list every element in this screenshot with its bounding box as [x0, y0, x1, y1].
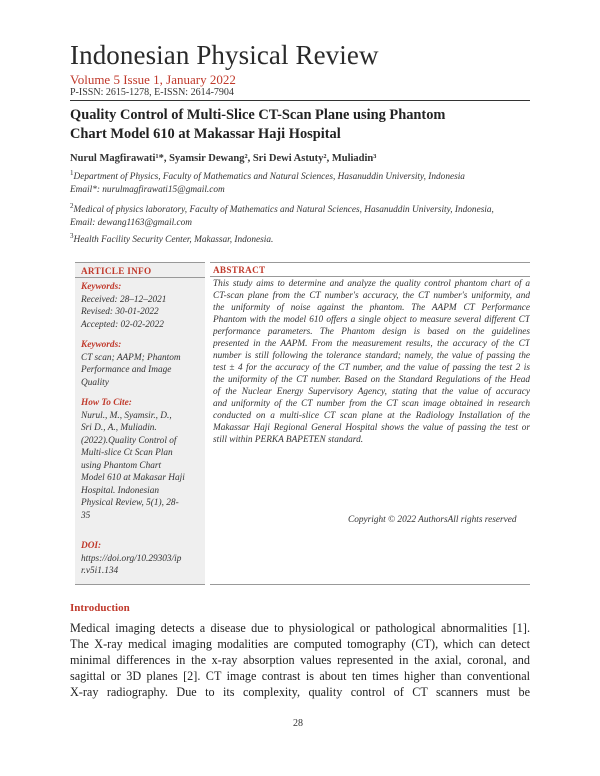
article-info-heading: ARTICLE INFO — [81, 266, 152, 276]
keywords-line: Quality — [81, 377, 109, 388]
affiliation-3 — [70, 230, 540, 247]
abstract-line: test ± 4 for the accuracy of the CT number, and the value of passing the test 2 is — [213, 363, 530, 373]
abstract-line: performance parameters. The Phantom design is based on the guidelines — [213, 327, 530, 337]
citation-section — [81, 397, 201, 522]
keywords-line: CT scan; AAPM; Phantom — [81, 352, 181, 363]
page-number: 28 — [293, 718, 303, 729]
journal-title: Indonesian Physical Review — [70, 40, 379, 70]
introduction-heading: Introduction — [70, 602, 130, 614]
abstract-line: conducted on a multi-slice CT scan plane at the Radiology Installation of the — [213, 411, 530, 421]
copyright-notice: Copyright © 2022 AuthorsAll rights reserved — [348, 515, 517, 525]
abstract-line: still within PERKA BAPETEN standard. — [213, 435, 364, 445]
doi-label: DOI: — [81, 541, 102, 551]
citation-line: using Phantom Chart — [81, 460, 162, 471]
abstract-bottom-rule — [210, 584, 530, 585]
cite-label: How To Cite: — [81, 398, 132, 408]
affiliation-1 — [70, 167, 540, 196]
abstract-line: Phantom with the model 610 offers a single object to measure several different CT — [213, 315, 530, 325]
header-divider — [70, 100, 530, 101]
abstract-line: the uniformity of the CT number. Based on the Standard Regulations of the Head — [213, 375, 530, 385]
abstract-line: presented in the AAPM. From the measurement results, the accuracy of the CT — [213, 339, 530, 349]
article-dates — [81, 281, 201, 331]
paper-title — [70, 106, 540, 144]
body-line: sagittal or 3D planes [2]. CT image contrast is about ten times higher than conventional — [70, 669, 530, 683]
abstract-heading: ABSTRACT — [213, 265, 266, 275]
article-info-bottom-rule — [75, 584, 205, 585]
abstract-line: the uniformity of noise against the phantom. The AAPM CT Performance — [213, 303, 530, 313]
doi-link[interactable]: r.v5i1.134 — [81, 566, 119, 576]
author-list: Nurul Magfirawati¹*, Syamsir Dewang², Sri Dewi Astuty², Muliadin³ — [70, 153, 377, 164]
abstract-line: and uniformity of the CT number from the CT scan image obtained in research — [213, 399, 530, 409]
affiliation-email: Email: dewang1163@gmail.com — [70, 217, 192, 228]
journal-volume: Volume 5 Issue 1, January 2022 — [70, 72, 236, 87]
affiliation-number: 3 — [70, 232, 74, 240]
citation-line: 35 — [81, 510, 91, 521]
citation-line: Hospital. Indonesian — [81, 485, 159, 496]
abstract-line: CT-scan plane from the CT number's accuracy, the CT number's uniformity, and — [213, 291, 530, 301]
body-line: Medical imaging detects a disease due to physiological or pathological abnormalities [1]. — [70, 621, 530, 635]
affiliation-2 — [70, 200, 540, 229]
abstract-top-rule — [210, 262, 530, 263]
paper-title-line: Chart Model 610 at Makassar Haji Hospital — [70, 126, 341, 142]
received-date: Received: 28–12–2021 — [81, 294, 167, 305]
citation-line: (2022).Quality Control of — [81, 435, 177, 446]
affiliation-email: Email*: nurulmagfirawati15@gmail.com — [70, 184, 225, 195]
abstract-heading-rule — [210, 276, 530, 277]
citation-line: Multi-slice Ct Scan Plan — [81, 448, 173, 458]
citation-line: Nurul., M., Syamsir., D., — [81, 410, 172, 421]
body-line: X-ray radiography. Due to its complexity, quality control of CT scanners must be — [70, 685, 530, 699]
doi-link[interactable]: https://doi.org/10.29303/ip — [81, 553, 182, 564]
doi-section — [81, 540, 201, 578]
body-line: minimal differences in the x-ray absorption values represented in the axial, coronal, and — [70, 653, 530, 667]
accepted-date: Accepted: 02-02-2022 — [81, 319, 164, 330]
affiliation-text: Department of Physics, Faculty of Mathematics and Natural Sciences, Hasanuddin University, Indonesia — [73, 172, 465, 183]
citation-line: Physical Review, 5(1), 28- — [81, 498, 179, 508]
keywords-label: Keywords: — [81, 340, 122, 350]
keywords-label: Keywords: — [81, 282, 122, 292]
introduction-text — [70, 620, 530, 700]
abstract-line: of the Nuclear Energy Supervisory Agency, stating that the value of accuracy — [213, 387, 530, 397]
affiliation-number: 2 — [70, 202, 74, 210]
article-info-divider — [75, 277, 205, 278]
paper-title-line: Quality Control of Multi-Slice CT-Scan Plane using Phantom — [70, 107, 446, 123]
affiliation-number: 1 — [70, 169, 74, 177]
abstract-text — [213, 278, 530, 446]
article-info-panel — [75, 262, 205, 584]
abstract-line: Makassar Haji Regional General Hospital shows the value of passing the test or — [213, 423, 530, 433]
citation-line: Model 610 at Makasar Haji — [81, 473, 185, 483]
keywords-line: Performance and Image — [81, 365, 172, 375]
abstract-line: number is still following the tolerance standard; namely, the value of passing the — [213, 351, 530, 361]
journal-issn: P-ISSN: 2615-1278, E-ISSN: 2614-7904 — [70, 87, 234, 98]
revised-date: Revised: 30-01-2022 — [81, 307, 159, 317]
body-line: The X-ray medical imaging modalities are computed tomography (CT), which can detect — [70, 637, 530, 651]
abstract-line: This study aims to determine and analyze the quality control phantom chart of a — [213, 279, 530, 289]
citation-line: Sri D., A., Muliadin. — [81, 423, 157, 433]
keywords-section — [81, 339, 201, 389]
affiliation-text: Health Facility Security Center, Makassar, Indonesia. — [73, 235, 274, 246]
affiliation-text: Medical of physics laboratory, Faculty of Mathematics and Natural Sciences, Hasanuddin University, Indonesia, — [73, 205, 494, 216]
